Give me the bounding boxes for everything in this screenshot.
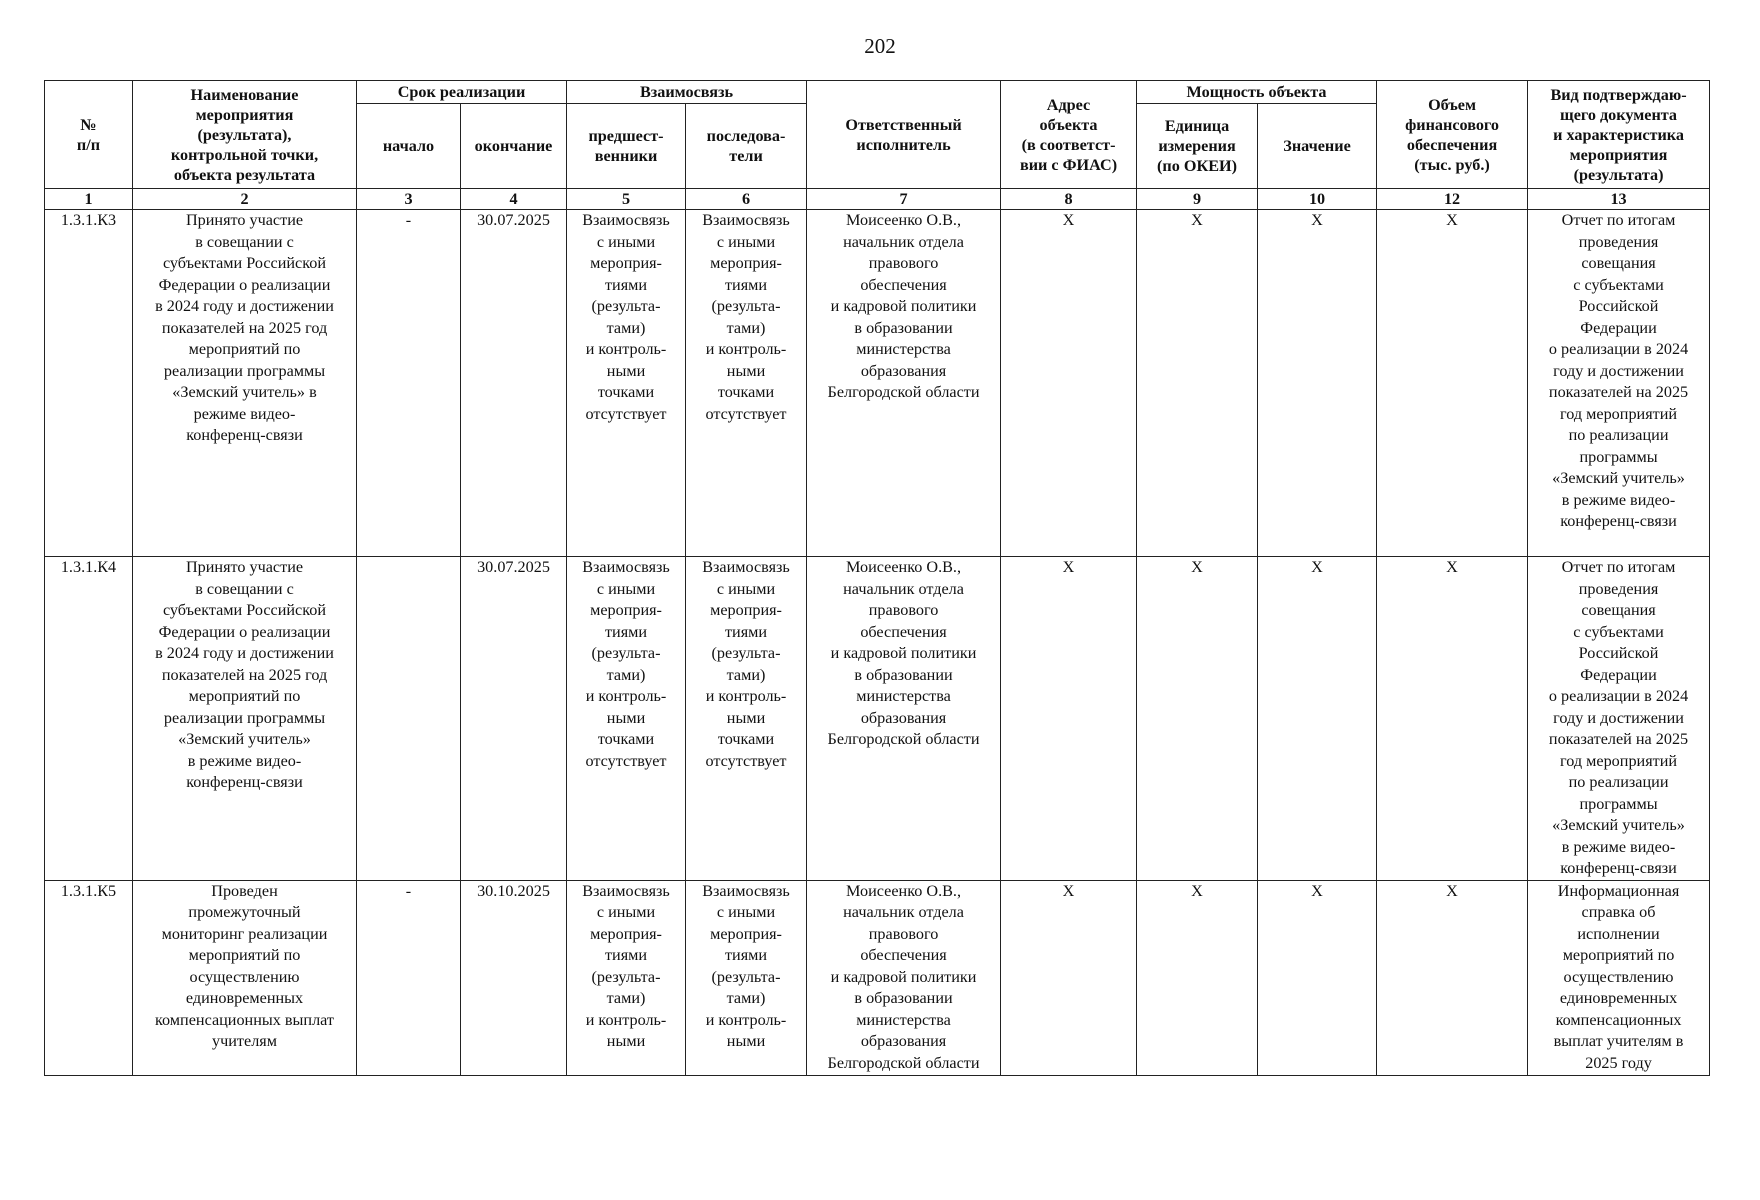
- row-start: [357, 557, 461, 881]
- row-responsible: Моисеенко О.В., начальник отдела правового обеспечения и кадровой политики в образовании министерства образования Белгородской области: [807, 880, 1001, 1075]
- row-number: 1.3.1.К4: [45, 557, 133, 881]
- row-successors: Взаимосвязь с иными мероприя- тиями (результа- тами) и контроль- ными точками отсутствует: [686, 210, 807, 557]
- row-start: -: [357, 210, 461, 557]
- row-value: Х: [1258, 210, 1377, 557]
- header-finance: Объем финансового обеспечения (тыс. руб.): [1377, 81, 1528, 189]
- row-address: Х: [1001, 557, 1137, 881]
- header-row-1: [45, 81, 1710, 104]
- row-successors: Взаимосвязь с иными мероприя- тиями (результа- тами) и контроль- ными точками отсутствует: [686, 557, 807, 881]
- row-value: Х: [1258, 880, 1377, 1075]
- row-document: Отчет по итогам проведения совещания с субъектами Российской Федерации о реализации в 2024 году и достижении показателей на 2025 год мероприятий по реализации программы «Земский учитель» в режиме видео- конференц-связи: [1528, 557, 1710, 881]
- plan-table: [44, 80, 1710, 1076]
- header-num: № п/п: [45, 81, 133, 189]
- row-number: 1.3.1.К5: [45, 880, 133, 1075]
- row-predecessors: Взаимосвязь с иными мероприя- тиями (результа- тами) и контроль- ными: [567, 880, 686, 1075]
- row-finance: Х: [1377, 210, 1528, 557]
- header-value: Значение: [1258, 104, 1377, 189]
- table-row: [45, 557, 1710, 881]
- column-number: 13: [1528, 189, 1710, 210]
- header-document: Вид подтверждаю- щего документа и характеристика мероприятия (результата): [1528, 81, 1710, 189]
- column-number: 4: [461, 189, 567, 210]
- column-number: 8: [1001, 189, 1137, 210]
- row-responsible: Моисеенко О.В., начальник отдела правового обеспечения и кадровой политики в образовании министерства образования Белгородской области: [807, 210, 1001, 557]
- column-number: 6: [686, 189, 807, 210]
- table-row: [45, 880, 1710, 1075]
- header-responsible: Ответственный исполнитель: [807, 81, 1001, 189]
- column-number-row: [45, 189, 1710, 210]
- row-name: Принято участие в совещании с субъектами Российской Федерации о реализации в 2024 году и достижении показателей на 2025 год мероприятий по реализации программы «Земский учитель» в режиме видео- конференц-связи: [133, 557, 357, 881]
- row-finance: Х: [1377, 557, 1528, 881]
- header-address: Адрес объекта (в соответст- вии с ФИАС): [1001, 81, 1137, 189]
- header-unit: Единица измерения (по ОКЕИ): [1137, 104, 1258, 189]
- row-name: Проведен промежуточный мониторинг реализации мероприятий по осуществлению единовременных компенсационных выплат учителям: [133, 880, 357, 1075]
- row-unit: Х: [1137, 210, 1258, 557]
- row-start: -: [357, 880, 461, 1075]
- row-name: Принято участие в совещании с субъектами Российской Федерации о реализации в 2024 году и достижении показателей на 2025 год мероприятий по реализации программы «Земский учитель» в режиме видео- конференц-связи: [133, 210, 357, 557]
- header-name: Наименование мероприятия (результата), контрольной точки, объекта результата: [133, 81, 357, 189]
- row-unit: Х: [1137, 557, 1258, 881]
- column-number: 12: [1377, 189, 1528, 210]
- row-unit: Х: [1137, 880, 1258, 1075]
- row-document: Отчет по итогам проведения совещания с субъектами Российской Федерации о реализации в 2024 году и достижении показателей на 2025 год мероприятий по реализации программы «Земский учитель» в режиме видео- конференц-связи: [1528, 210, 1710, 557]
- row-end: 30.07.2025: [461, 210, 567, 557]
- row-value: Х: [1258, 557, 1377, 881]
- header-end: окончание: [461, 104, 567, 189]
- header-start: начало: [357, 104, 461, 189]
- row-address: Х: [1001, 880, 1137, 1075]
- row-document: Информационная справка об исполнении мероприятий по осуществлению единовременных компенсационных выплат учителям в 2025 году: [1528, 880, 1710, 1075]
- column-number: 3: [357, 189, 461, 210]
- row-responsible: Моисеенко О.В., начальник отдела правового обеспечения и кадровой политики в образовании министерства образования Белгородской области: [807, 557, 1001, 881]
- table-row: [45, 210, 1710, 557]
- row-finance: Х: [1377, 880, 1528, 1075]
- column-number: 5: [567, 189, 686, 210]
- page-number: 202: [864, 34, 896, 58]
- header-power-group: Мощность объекта: [1137, 81, 1377, 104]
- column-number: 9: [1137, 189, 1258, 210]
- row-end: 30.10.2025: [461, 880, 567, 1075]
- header-term-group: Срок реализации: [357, 81, 567, 104]
- column-number: 1: [45, 189, 133, 210]
- row-predecessors: Взаимосвязь с иными мероприя- тиями (результа- тами) и контроль- ными точками отсутствует: [567, 557, 686, 881]
- header-predecessors: предшест- венники: [567, 104, 686, 189]
- header-relation-group: Взаимосвязь: [567, 81, 807, 104]
- header-successors: последова- тели: [686, 104, 807, 189]
- row-successors: Взаимосвязь с иными мероприя- тиями (результа- тами) и контроль- ными: [686, 880, 807, 1075]
- row-end: 30.07.2025: [461, 557, 567, 881]
- column-number: 2: [133, 189, 357, 210]
- column-number: 7: [807, 189, 1001, 210]
- row-predecessors: Взаимосвязь с иными мероприя- тиями (результа- тами) и контроль- ными точками отсутствует: [567, 210, 686, 557]
- column-number: 10: [1258, 189, 1377, 210]
- row-address: Х: [1001, 210, 1137, 557]
- row-number: 1.3.1.К3: [45, 210, 133, 557]
